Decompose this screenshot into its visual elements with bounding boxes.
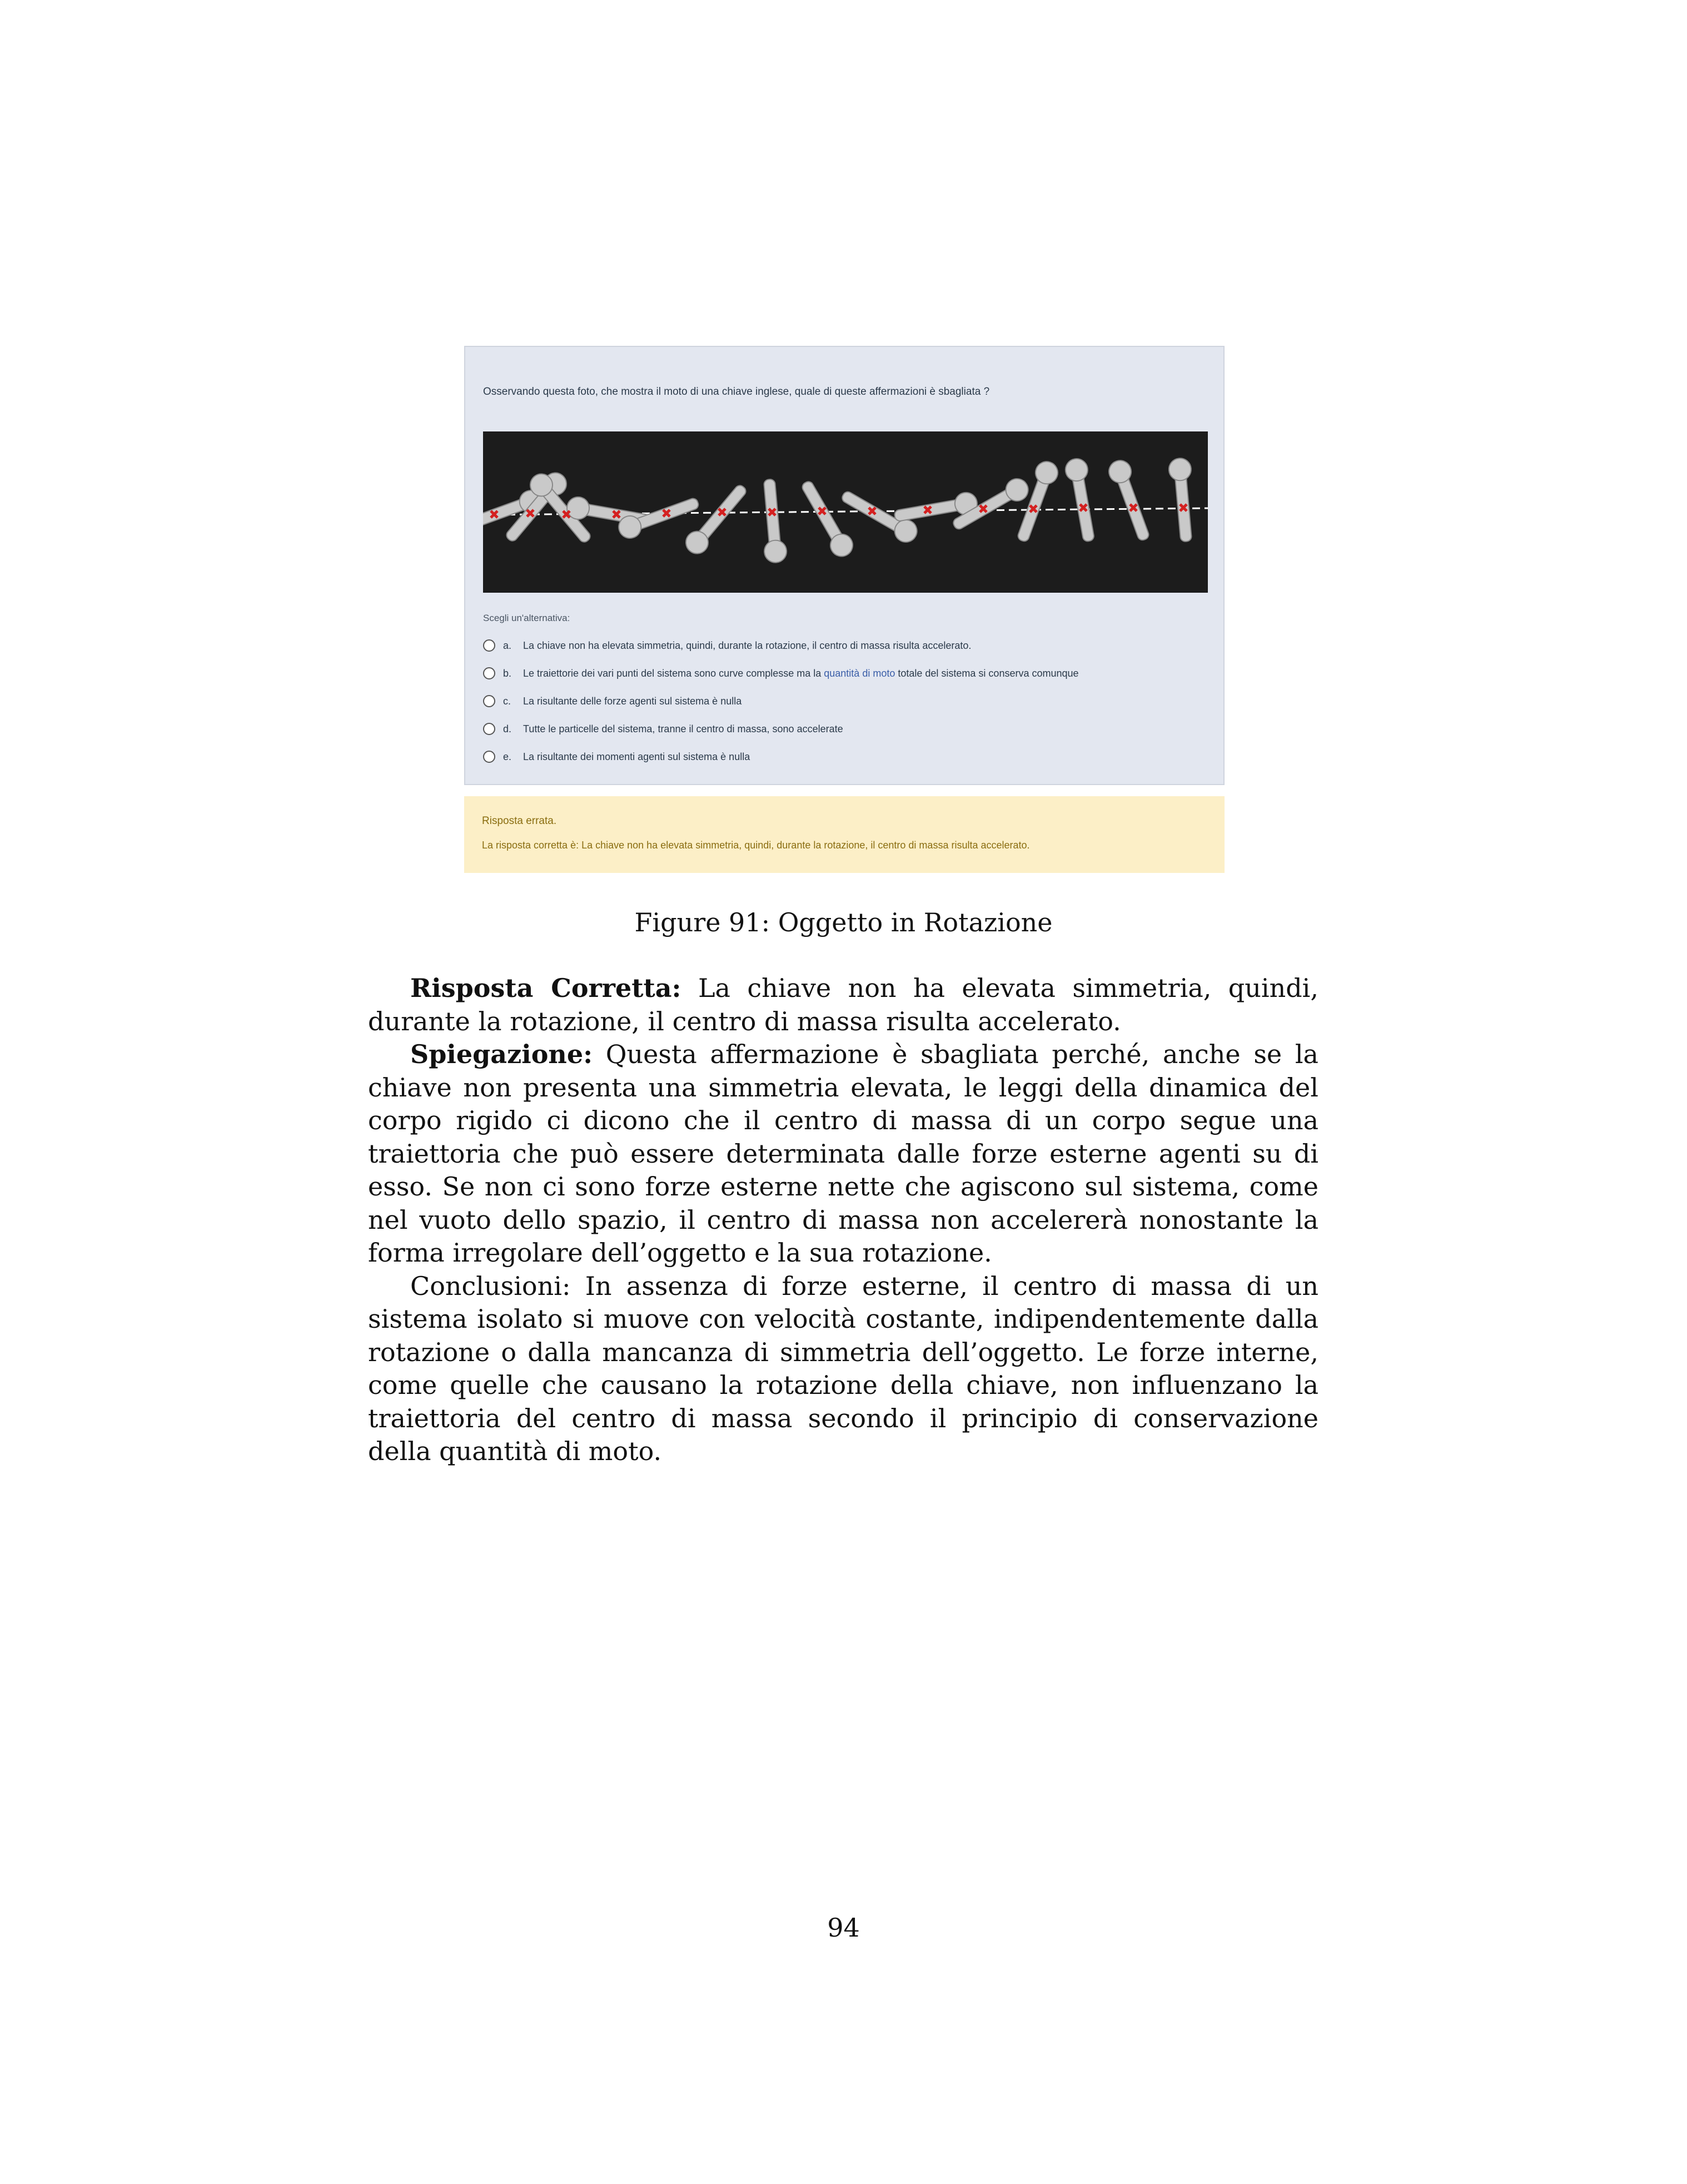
option-b[interactable]: [483, 659, 1217, 687]
option-text: Tutte le particelle del sistema, tranne il centro di massa, sono accelerate: [523, 723, 843, 734]
option-letter: b.: [503, 667, 512, 679]
correct-answer-text: La chiave non ha elevata simmetria, quindi, durante la rotazione, il centro di massa risulta accelerato.: [368, 973, 1318, 1036]
option-text: [523, 668, 1079, 679]
option-text: La risultante dei momenti agenti sul sistema è nulla: [523, 751, 750, 762]
feedback-box: [464, 796, 1225, 873]
answer-options: [483, 632, 1217, 771]
body-text: [368, 972, 1318, 1468]
question-text: Osservando questa foto, che mostra il moto di una chiave inglese, quale di queste affermazioni è sbagliata ?: [483, 386, 990, 398]
option-letter: a.: [503, 639, 512, 651]
option-d[interactable]: [483, 715, 1217, 743]
option-e[interactable]: [483, 743, 1217, 771]
option-letter: c.: [503, 695, 511, 707]
page-number: 94: [827, 1913, 860, 1943]
feedback-correct-answer: La risposta corretta è: La chiave non ha elevata simmetria, quindi, durante la rotazione, il centro di massa risulta accelerato.: [482, 840, 1030, 851]
option-text: La risultante delle forze agenti sul sistema è nulla: [523, 695, 742, 707]
glossary-link[interactable]: quantità di moto: [824, 667, 895, 679]
label-explanation: Spiegazione:: [410, 1039, 593, 1069]
option-c[interactable]: [483, 687, 1217, 715]
label-correct-answer: Risposta Corretta:: [410, 973, 681, 1003]
option-text-part: Le traiettorie dei vari punti del sistema sono curve complesse ma la: [523, 667, 824, 679]
option-text: La chiave non ha elevata simmetria, quindi, durante la rotazione, il centro di massa risulta accelerato.: [523, 639, 972, 651]
paragraph-conclusions: Conclusioni: In assenza di forze esterne, il centro di massa di un sistema isolato si muove con velocità costante, indipendentemente dalla rotazione o dalla mancanza di simmetria dell’oggetto. Le forze interne, come quelle che causano la rotazione della chiave, non influenzano la traiettoria del centro di massa secondo il principio di conservazione della quantità di moto.: [368, 1270, 1318, 1466]
option-text-part: totale del sistema si conserva comunque: [895, 667, 1079, 679]
radio-d[interactable]: [483, 723, 495, 735]
paragraph-explanation: [368, 1038, 1318, 1270]
option-a[interactable]: [483, 632, 1217, 659]
wrench-motion-photo: [483, 431, 1208, 593]
quiz-card: [464, 346, 1225, 785]
option-letter: d.: [503, 723, 512, 734]
radio-e[interactable]: [483, 751, 495, 763]
radio-a[interactable]: [483, 639, 495, 652]
feedback-title: Risposta errata.: [482, 815, 557, 827]
figure-caption: Figure 91: Oggetto in Rotazione: [634, 907, 1053, 937]
radio-c[interactable]: [483, 695, 495, 707]
choose-label: Scegli un'alternativa:: [483, 613, 570, 623]
explanation-text: Questa affermazione è sbagliata perché, anche se la chiave non presenta una simmetria elevata, le leggi della dinamica del corpo rigido ci dicono che il centro di massa di un corpo segue una traiettoria che può essere determinata dalle forze esterne agenti su di esso. Se non ci sono forze esterne nette che agiscono sul sistema, come nel vuoto dello spazio, il centro di massa non accelererà nonostante la forma irregolare dell’oggetto e la sua rotazione.: [368, 1039, 1318, 1268]
radio-b[interactable]: [483, 667, 495, 679]
option-letter: e.: [503, 751, 512, 762]
paragraph-correct-answer: [368, 972, 1318, 1038]
